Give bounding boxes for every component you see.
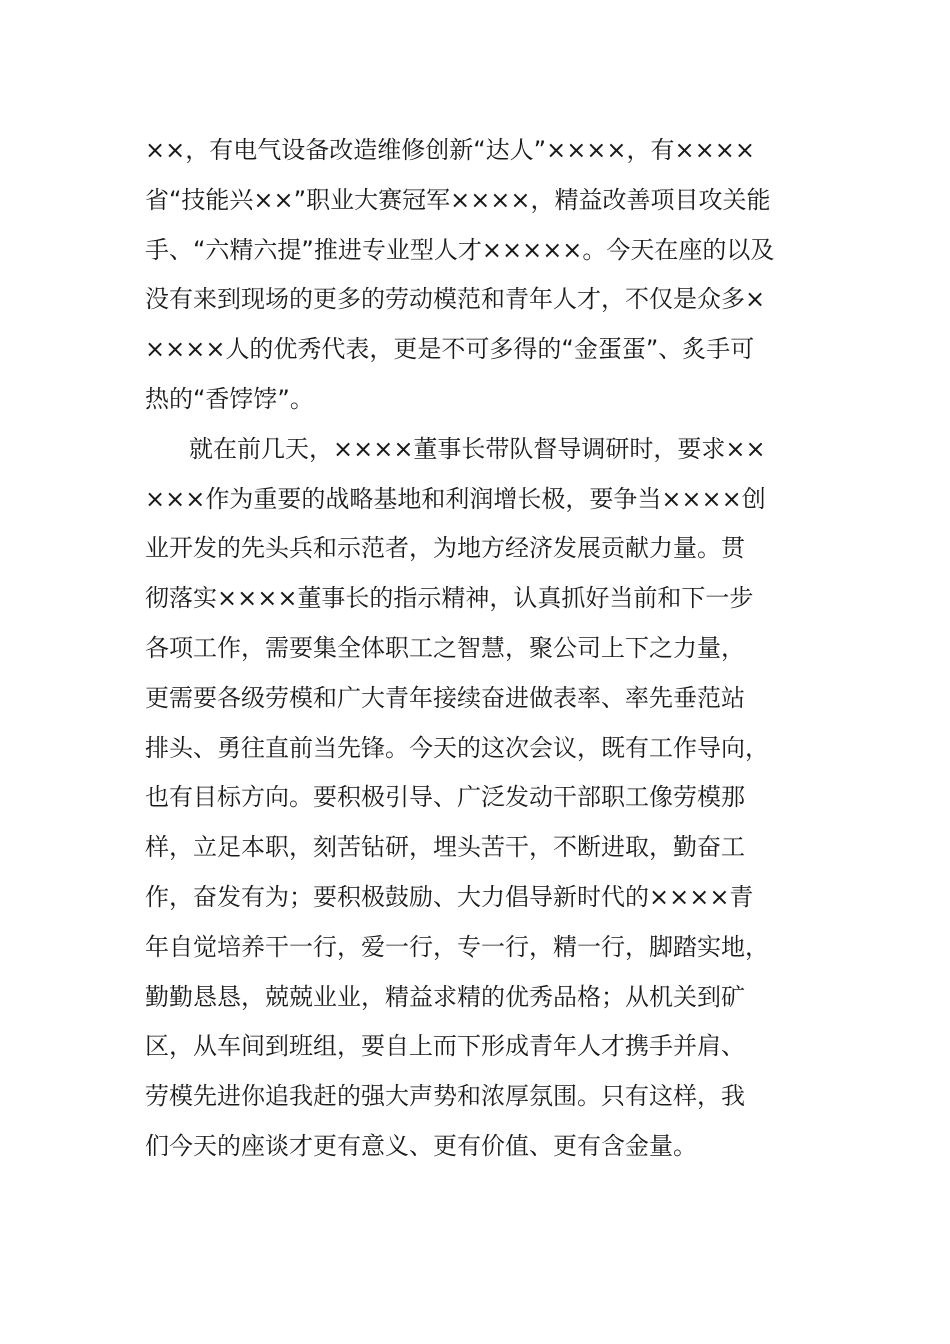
text-line: 热的“香饽饽”。 [145,384,314,413]
text-line: 作，奋发有为；要积极鼓励、大力倡导新时代的××××青 [145,882,754,911]
text-line: 排头、勇往直前当先锋。今天的这次会议，既有工作导向， [145,733,769,762]
text-line: 样，立足本职，刻苦钻研，埋头苦干，不断进取，勤奋工 [145,833,745,862]
text-line: 们今天的座谈才更有意义、更有价值、更有含金量。 [145,1131,697,1160]
text-line: 劳模先进你追我赶的强大声势和浓厚氛围。只有这样，我 [145,1082,745,1111]
text-line: 就在前几天，××××董事长带队督导调研时，要求×× [189,434,766,463]
text-line: ××，有电气设备改造维修创新“达人”××××，有×××× [145,136,755,164]
body-text [145,126,815,1172]
text-line: 各项工作，需要集全体职工之智慧，聚公司上下之力量， [145,633,745,662]
paragraph-2 [145,425,815,1172]
text-line: 业开发的先头兵和示范者，为地方经济发展贡献力量。贯 [145,534,745,563]
text-line: 手、“六精六提”推进专业型人才×××××。今天在座的以及 [145,235,775,264]
text-line: 年自觉培养干一行，爱一行，专一行，精一行，脚踏实地， [145,932,769,961]
text-line: 没有来到现场的更多的劳动模范和青年人才，不仅是众多× [145,285,766,314]
text-line: ××××人的优秀代表，更是不可多得的“金蛋蛋”、炙手可 [145,335,755,364]
text-line: 也有目标方向。要积极引导、广泛发动干部职工像劳模那 [145,783,745,812]
text-line: ×××作为重要的战略基地和利润增长极，要争当××××创 [145,484,766,513]
text-line: 更需要各级劳模和广大青年接续奋进做表率、率先垂范站 [145,683,745,712]
text-line: 彻落实××××董事长的指示精神，认真抓好当前和下一步 [145,584,754,613]
text-line: 省“技能兴××”职业大赛冠军××××，精益改善项目攻关能 [145,185,771,214]
text-line: 勤勤恳恳，兢兢业业，精益求精的优秀品格；从机关到矿 [145,982,745,1011]
text-line: 区，从车间到班组，要自上而下形成青年人才携手并肩、 [145,1032,745,1061]
paragraph-1 [145,126,815,425]
